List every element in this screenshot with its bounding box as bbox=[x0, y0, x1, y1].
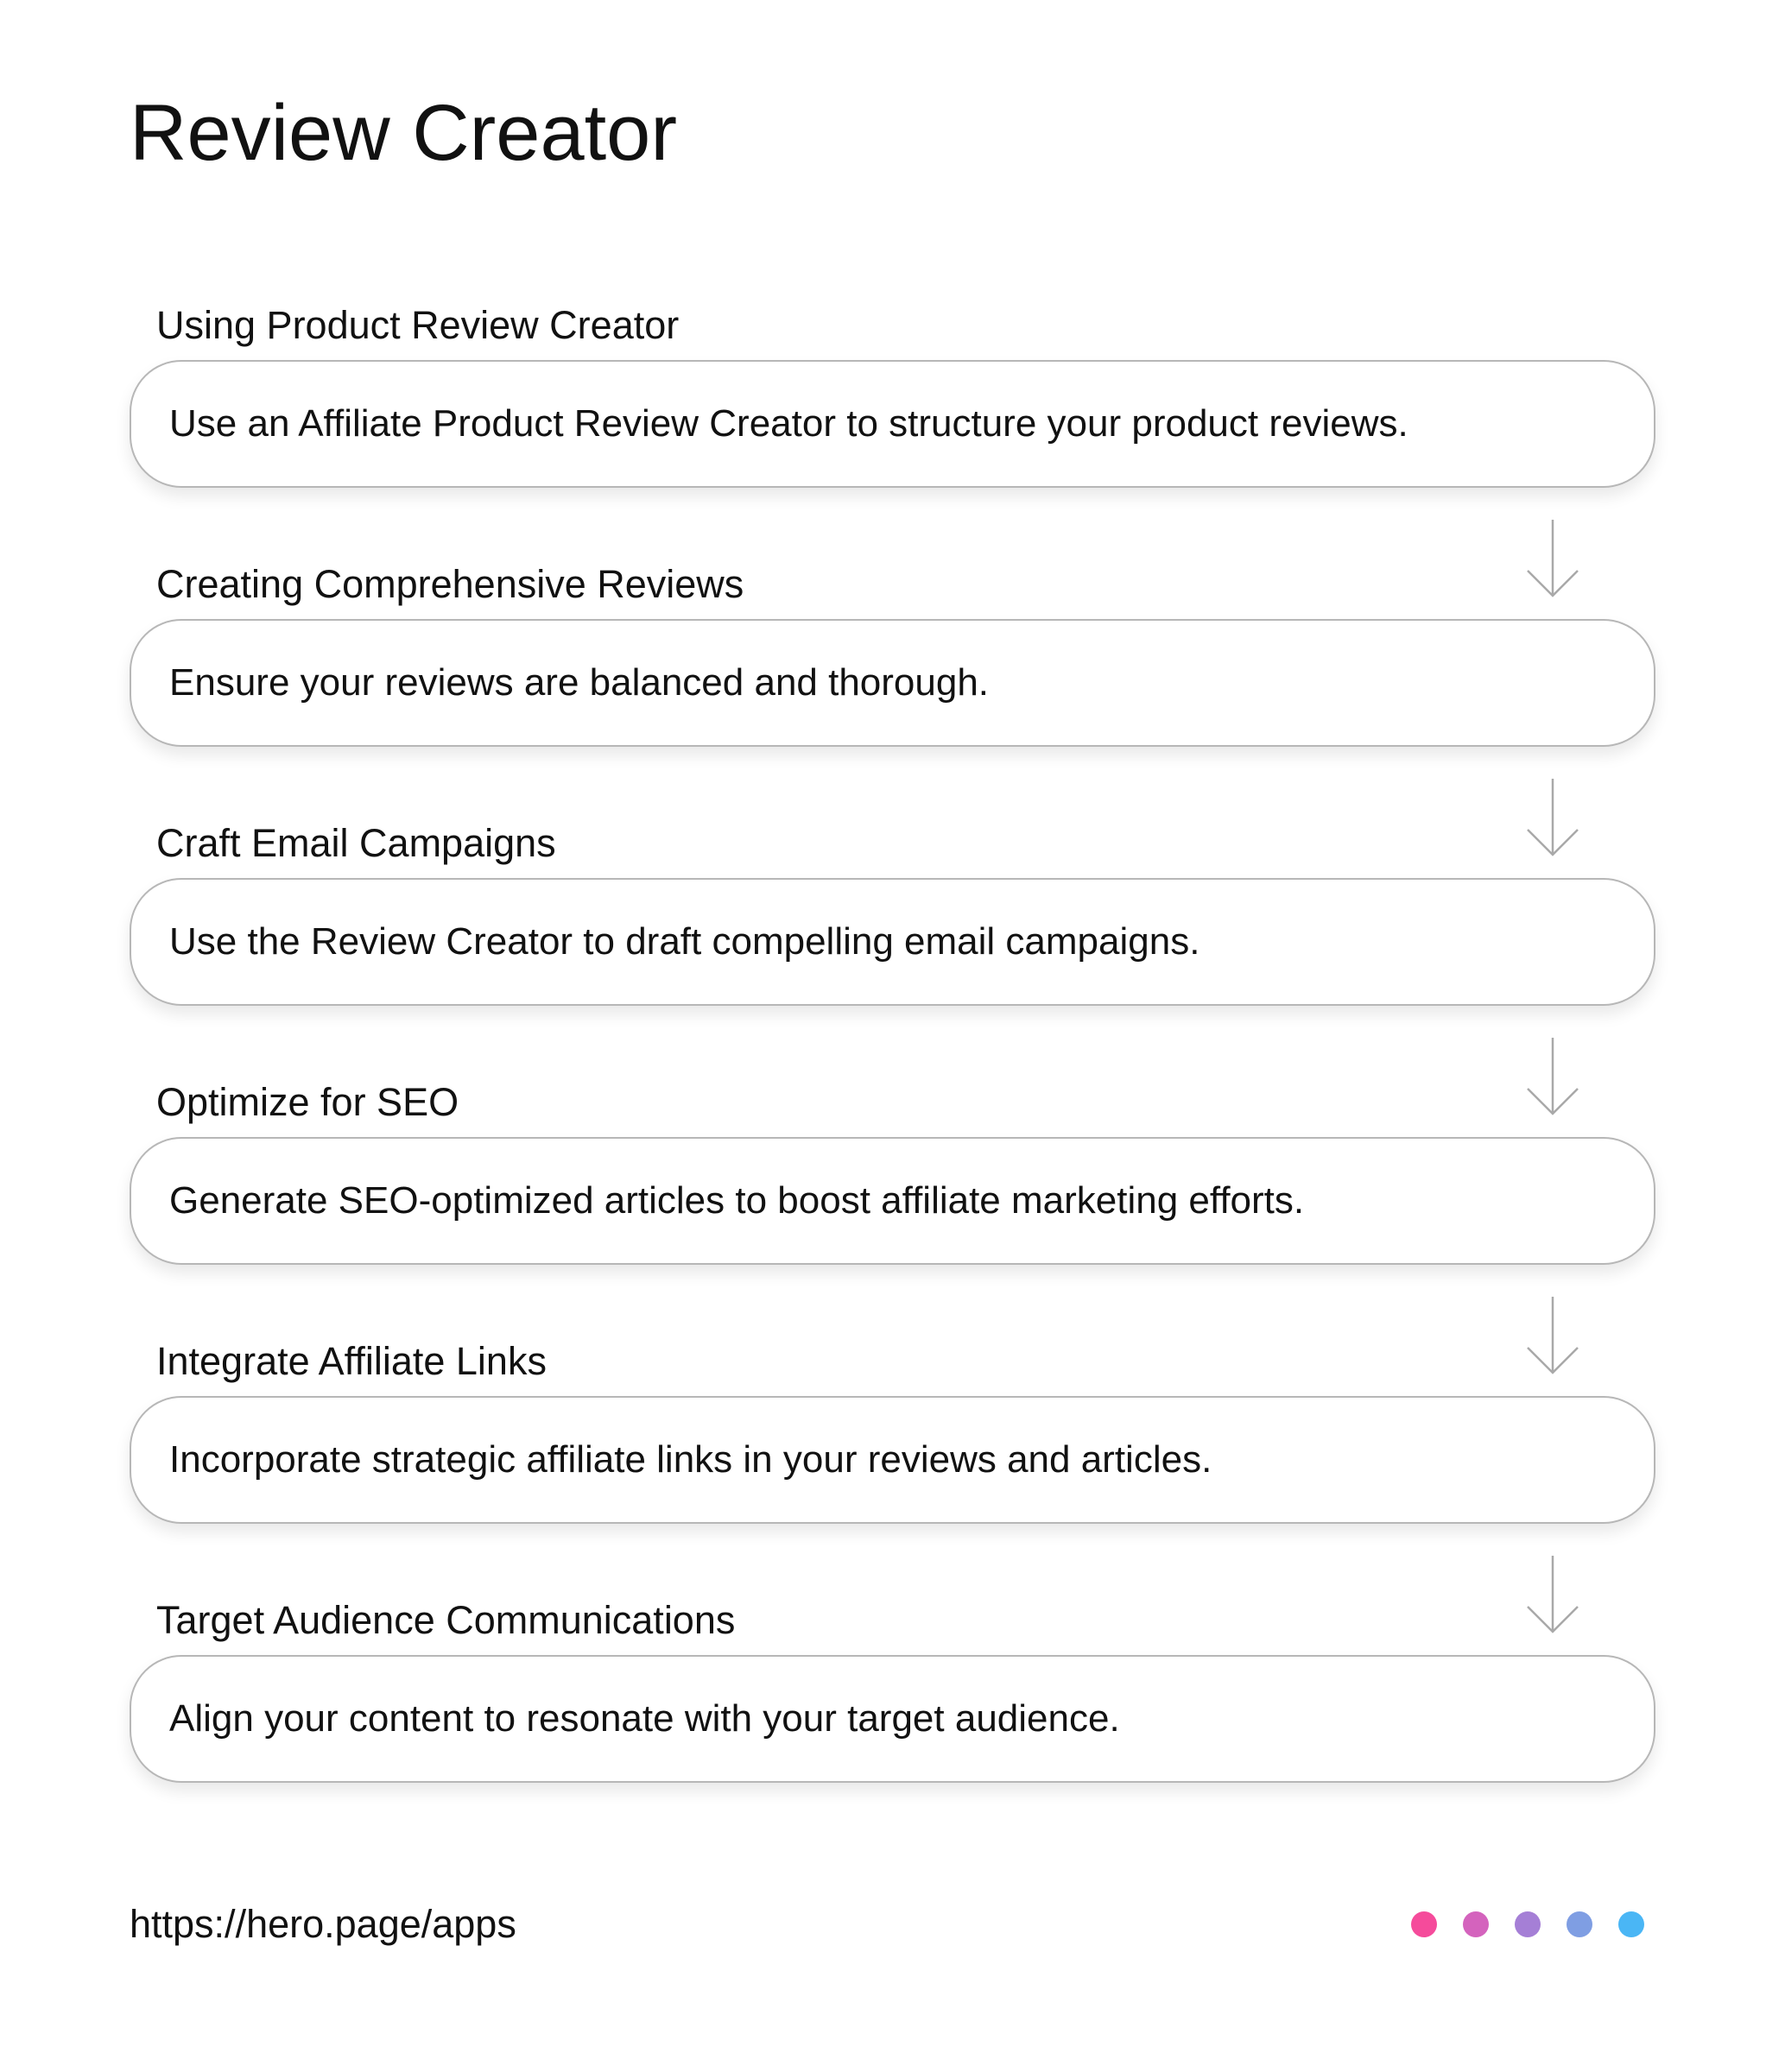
step-2 bbox=[0, 562, 1785, 772]
page-title: Review Creator bbox=[130, 89, 677, 177]
step-6 bbox=[0, 1598, 1785, 1808]
step-box bbox=[130, 619, 1655, 747]
step-description: Ensure your reviews are balanced and thorough. bbox=[169, 661, 990, 704]
brand-dot-icon bbox=[1463, 1911, 1489, 1937]
step-box bbox=[130, 878, 1655, 1006]
step-box bbox=[130, 1655, 1655, 1783]
brand-dot-icon bbox=[1567, 1911, 1592, 1937]
step-1 bbox=[0, 303, 1785, 513]
step-description: Use an Affiliate Product Review Creator to structure your product reviews. bbox=[169, 402, 1408, 445]
step-4 bbox=[0, 1080, 1785, 1290]
step-label: Using Product Review Creator bbox=[156, 303, 680, 347]
step-description: Align your content to resonate with your target audience. bbox=[169, 1697, 1120, 1740]
step-5 bbox=[0, 1339, 1785, 1549]
step-description: Use the Review Creator to draft compelling email campaigns. bbox=[169, 920, 1200, 963]
step-label: Target Audience Communications bbox=[156, 1598, 736, 1642]
step-box bbox=[130, 1396, 1655, 1524]
step-label: Craft Email Campaigns bbox=[156, 821, 556, 865]
step-3 bbox=[0, 821, 1785, 1031]
step-label: Optimize for SEO bbox=[156, 1080, 459, 1124]
brand-dots bbox=[1411, 1911, 1644, 1937]
brand-dot-icon bbox=[1411, 1911, 1437, 1937]
brand-dot-icon bbox=[1618, 1911, 1644, 1937]
footer-url: https://hero.page/apps bbox=[130, 1902, 516, 1946]
step-description: Incorporate strategic affiliate links in your reviews and articles. bbox=[169, 1438, 1212, 1481]
step-box bbox=[130, 1137, 1655, 1265]
step-box bbox=[130, 360, 1655, 488]
step-label: Creating Comprehensive Reviews bbox=[156, 562, 744, 606]
brand-dot-icon bbox=[1515, 1911, 1541, 1937]
step-label: Integrate Affiliate Links bbox=[156, 1339, 547, 1383]
step-description: Generate SEO-optimized articles to boost affiliate marketing efforts. bbox=[169, 1179, 1305, 1222]
